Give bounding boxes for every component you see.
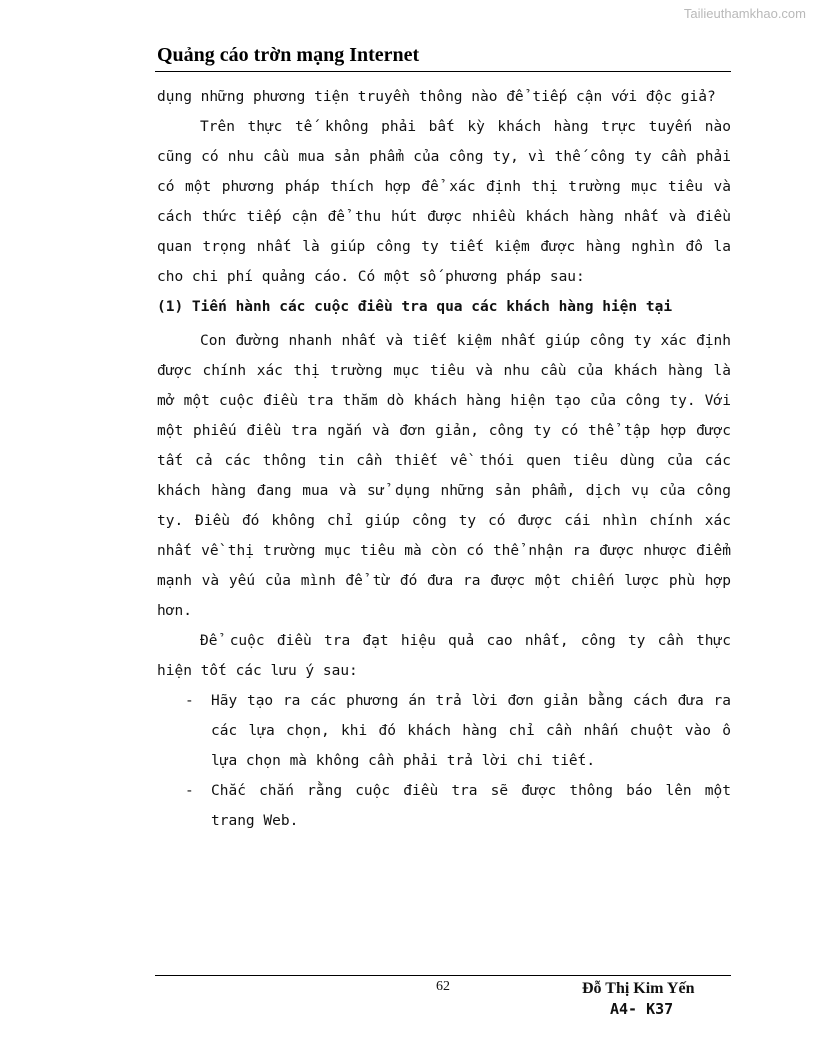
list-item-text: Hãy tạo ra các phương án trả lời đơn giản bằng cách đưa ra các lựa chọn, khi đó khách hàng chỉ cần nhấn chuột vào ô lựa chọn mà không cần phải trả lời chi tiết. bbox=[211, 693, 731, 769]
footer-class-code: A4- K37 bbox=[610, 1000, 674, 1018]
paragraph-survey: Con đường nhanh nhất và tiết kiệm nhất giúp công ty xác định được chính xác thị trường mục tiêu và nhu cầu của khách hàng là mở một cuộc điều tra thăm dò khách hàng hiện tạo của công ty. Với một phiếu điều tra ngắn và đơn giản, công ty có thể tập hợp được tất cả các thông tin cần thiết về thói quen tiêu dùng của các khách hàng đang mua và sử dụng những sản phẩm, dịch vụ của công ty. Điều đó không chỉ giúp công ty có được cái nhìn chính xác nhất về thị trường mục tiêu mà còn có thể nhận ra được nhược điểm mạnh và yếu của mình để từ đó đưa ra được một chiến lược phù hợp hơn. bbox=[157, 333, 731, 619]
list-item-text: Chắc chắn rằng cuộc điều tra sẽ được thông báo lên một trang Web. bbox=[211, 783, 731, 829]
bullet-dash: - bbox=[185, 783, 194, 799]
paragraph-intro: Trên thực tế không phải bất kỳ khách hàng trực tuyến nào cũng có nhu cầu mua sản phẩm của công ty, vì thế công ty cần phải có một phương pháp thích hợp để xác định thị trường mục tiêu và cách thức tiếp cận để thu hút được nhiều khách hàng nhất và điều quan trọng nhất là giúp công ty tiết kiệm được hàng nghìn đô la cho chi phí quảng cáo. Có một số phương pháp sau: bbox=[157, 119, 731, 285]
paragraph-continuation: dụng những phương tiện truyền thông nào để tiếp cận với độc giả? bbox=[157, 89, 716, 105]
list-item bbox=[157, 686, 731, 776]
paragraph-notes-intro: Để cuộc điều tra đạt hiệu quả cao nhất, công ty cần thực hiện tốt các lưu ý sau: bbox=[157, 633, 731, 679]
notes-list bbox=[157, 686, 731, 836]
page-header-title: Quảng cáo trờn mạng Internet bbox=[157, 44, 420, 66]
list-item bbox=[157, 776, 731, 836]
document-body bbox=[157, 82, 731, 836]
page-number: 62 bbox=[436, 979, 450, 994]
footer-author: Đỗ Thị Kim Yến bbox=[582, 980, 695, 997]
header-divider bbox=[155, 71, 731, 72]
watermark: Tailieuthamkhao.com bbox=[683, 6, 806, 21]
footer-divider bbox=[155, 975, 731, 976]
bullet-dash: - bbox=[185, 693, 194, 709]
section-heading: (1) Tiến hành các cuộc điều tra qua các khách hàng hiện tại bbox=[157, 299, 673, 315]
